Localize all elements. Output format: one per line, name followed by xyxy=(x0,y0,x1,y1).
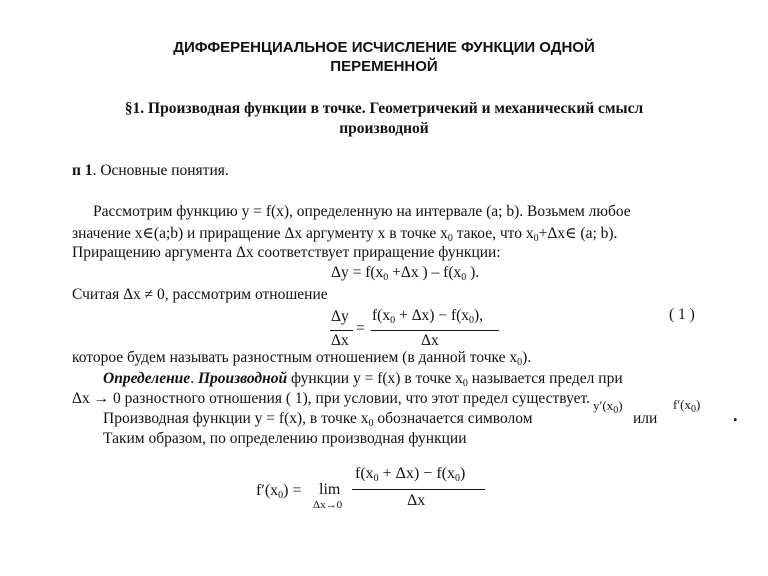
ratio-num-part-b: + Δx) − f(x xyxy=(395,307,470,324)
notation-period: . xyxy=(733,405,738,425)
p3-part-b: ). xyxy=(522,349,532,366)
definition-line1 xyxy=(103,370,623,388)
document-title-line1: ДИФФЕРЕНЦИАЛЬНОЕ ИСЧИСЛЕНИЕ ФУНКЦИИ ОДНОЙ xyxy=(173,39,595,56)
thus-line: Таким образом, по определению производная функции xyxy=(103,430,467,447)
point-heading xyxy=(72,162,229,180)
ratio-fraction-bar-left xyxy=(330,330,353,331)
subscript-zero: 0 xyxy=(462,378,468,389)
notation-symbol-y-prime xyxy=(593,398,623,414)
paragraph1-line1: Рассмотрим функцию y = f(x), определенную на интервале (a; b). Возьмем любое xyxy=(93,203,631,220)
definition-line2: Δx → 0 разностного отношения ( 1), при условии, что этот предел существует. xyxy=(72,390,591,407)
formula-num-part-b: + Δx) − f(x xyxy=(378,465,455,482)
p1-line2-part-a: значение x∈(a;b) и приращение Δx аргументу x в точке x xyxy=(72,225,448,242)
notation-or: или xyxy=(633,410,658,427)
ratio-denominator-left: Δx xyxy=(331,332,349,349)
section-heading-line2: производной xyxy=(339,120,429,137)
eq-dy-part-b: +Δx ) – f(x xyxy=(388,264,462,281)
definition-dot: . xyxy=(190,370,198,387)
ratio-denominator-right: Δx xyxy=(421,332,439,349)
formula-numerator xyxy=(355,465,465,483)
definition-term: Определение xyxy=(103,370,191,387)
notation-part-a: Производная функции y = f(x), в точке x xyxy=(103,410,369,427)
document-title-line2: ПЕРЕМЕННОЙ xyxy=(330,58,438,75)
derivative-term: Производной xyxy=(197,370,288,387)
subscript-zero: 0 xyxy=(533,233,539,244)
subscript-zero: 0 xyxy=(447,233,453,244)
formula-num-part-c: ) xyxy=(459,465,466,482)
subscript-zero: 0 xyxy=(469,315,475,326)
paragraph1-line2 xyxy=(72,224,617,243)
subscript-zero: 0 xyxy=(368,418,374,429)
limit-subscript: Δx→0 xyxy=(313,499,343,511)
ratio-fraction-bar-right xyxy=(371,330,499,331)
f-prime-part-b: ) xyxy=(696,397,701,412)
y-prime-part-b: ) xyxy=(618,398,623,413)
formula-denominator: Δx xyxy=(407,492,426,509)
subscript-zero: 0 xyxy=(613,405,619,416)
paragraph1-line3: Приращению аргумента Δx соответствует приращение функции: xyxy=(72,244,501,261)
section-heading-line1: §1. Производная функции в точке. Геометричекий и механический смысл xyxy=(124,100,644,117)
notation-symbol-f-prime xyxy=(673,397,700,413)
paragraph2: Считая Δx ≠ 0, рассмотрим отношение xyxy=(72,286,328,303)
formula-num-part-a: f(x xyxy=(355,465,374,482)
notation-part-b: обозначается символом xyxy=(373,410,533,427)
notation-line xyxy=(103,410,533,428)
y-prime-part-a: y′(x xyxy=(593,398,614,413)
ratio-equals: = xyxy=(356,320,365,337)
formula-lhs-part-a: f′(x xyxy=(256,482,279,499)
f-prime-part-a: f′(x xyxy=(673,397,692,412)
ratio-num-part-a: f(x xyxy=(372,307,391,324)
formula-fraction-bar xyxy=(352,489,485,490)
formula-lhs xyxy=(256,482,302,500)
subscript-zero: 0 xyxy=(461,272,467,283)
increment-equation xyxy=(331,264,479,282)
definition-part-a: функции y = f(x) в точке x xyxy=(287,370,463,387)
subscript-zero: 0 xyxy=(373,473,379,484)
equation-number: ( 1 ) xyxy=(669,306,695,323)
eq-dy-part-a: Δy = f(x xyxy=(331,264,384,281)
eq-dy-part-c: ). xyxy=(466,264,480,281)
ratio-numerator-right xyxy=(372,307,483,325)
paragraph3 xyxy=(72,349,531,367)
ratio-numerator-left: Δy xyxy=(331,308,349,325)
p1-line2-part-b: такое, что x xyxy=(452,225,534,242)
subscript-zero: 0 xyxy=(454,473,460,484)
limit-operator: lim xyxy=(319,481,341,498)
ratio-num-part-c: ), xyxy=(474,307,484,324)
definition-part-b: называется предел при xyxy=(467,370,623,387)
subscript-zero: 0 xyxy=(390,315,396,326)
formula-lhs-part-b: ) = xyxy=(283,482,302,499)
subscript-zero: 0 xyxy=(691,404,697,415)
p1-line2-part-c: +Δx∈ (a; b). xyxy=(538,225,618,242)
point-label: п 1 xyxy=(72,162,93,179)
p3-part-a: которое будем называть разностным отношением (в данной точке x xyxy=(72,349,518,366)
point-text: . Основные понятия. xyxy=(92,162,229,179)
subscript-zero: 0 xyxy=(383,272,389,283)
subscript-zero: 0 xyxy=(278,490,284,501)
subscript-zero: 0 xyxy=(517,357,523,368)
